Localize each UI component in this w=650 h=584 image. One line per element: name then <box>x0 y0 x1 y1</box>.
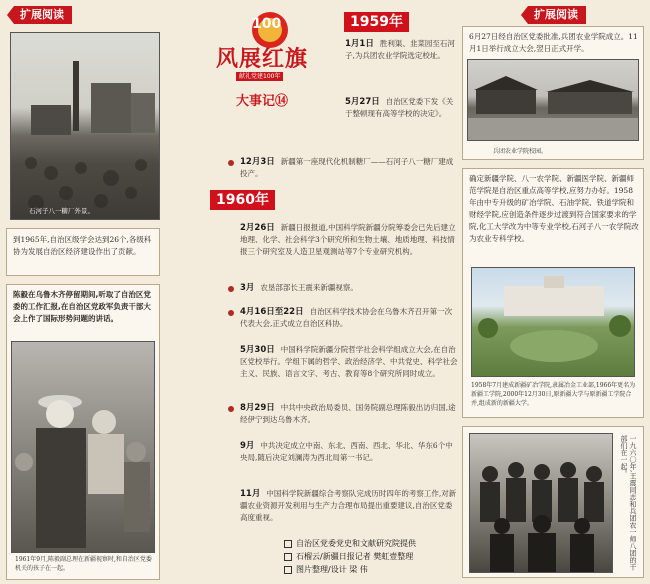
event-1960-mar <box>240 282 458 294</box>
mining-college-photo <box>471 267 635 377</box>
event-1959-dec <box>240 156 458 180</box>
event-1960-feb <box>240 222 458 258</box>
credit-reporter <box>284 551 413 563</box>
event-date: 11月 <box>240 489 261 499</box>
group-illustration <box>470 434 613 573</box>
logo-subtitle: 献礼党建100年 <box>236 72 283 81</box>
series-number: 大事记⑭ <box>236 94 289 109</box>
timeline-dot <box>228 310 234 316</box>
agri-college-card <box>462 26 644 160</box>
event-text: 中国科学院新疆分院哲学社会科学组成立大会,在自治区党校举行。学组下属的哲学、政治经济学、中共党史、科学社会主义、民族、语言文字、考古、教育等8个研究所同时成立。 <box>240 345 458 378</box>
chen-yi-story-card <box>6 284 160 580</box>
series-logo <box>212 6 332 111</box>
extended-reading-tag-right: 扩展阅读 <box>528 6 586 24</box>
extended-reading-tag-left: 扩展阅读 <box>14 6 72 24</box>
event-text: 胜利渠、韭菜园至石河子,为兵团农业学院选定校址。 <box>345 39 455 60</box>
factory-illustration <box>11 33 160 220</box>
event-date: 2月26日 <box>240 223 275 233</box>
event-1960-may <box>240 344 458 380</box>
event-text: 自治区科学技术协会在乌鲁木齐召开第一次代表大会,正式成立自治区科协。 <box>240 307 453 328</box>
credit-design <box>284 564 368 576</box>
checkbox-square-icon <box>284 540 292 548</box>
event-text: 新疆第一座现代化机制糖厂——石河子八一糖厂建成投产。 <box>240 157 454 178</box>
event-1959-may <box>345 96 457 120</box>
agri-college-photo <box>467 59 639 141</box>
credit-source <box>284 538 416 550</box>
event-date: 3月 <box>240 283 255 293</box>
event-date: 4月16日至22日 <box>240 307 304 317</box>
year-1959-label: 1959年 <box>344 12 409 32</box>
event-text: 中共中央政治局委员、国务院副总理陈毅出访归国,途经伊宁到达乌鲁木齐。 <box>240 403 456 424</box>
universities-card <box>462 168 644 418</box>
event-text: 中国科学院新疆综合考察队完成历时四年的考察工作,对新疆农业资源开发利用与生产力合理布局提出重要建议,自治区党委高度重视。 <box>240 489 457 522</box>
timeline-dot <box>228 286 234 292</box>
science-association-text: 到1965年,自治区级学会达到26个,各级科协为发展自治区经济建设作出了贡献。 <box>13 235 152 256</box>
svg-text:100: 100 <box>252 16 282 32</box>
event-date: 8月29日 <box>240 403 275 413</box>
chen-yi-photo-caption: 1961年9月,陈毅副总理在新疆视察时,和自治区党委机关的孩子在一起。 <box>15 556 152 572</box>
event-text: 自治区党委下发《关于整顿现有高等学校的决定》。 <box>345 97 454 118</box>
chen-yi-photo <box>11 341 155 553</box>
event-1960-apr <box>240 306 458 330</box>
event-1960-aug <box>240 402 458 426</box>
chen-yi-illustration <box>12 342 155 553</box>
event-date: 5月27日 <box>345 97 380 107</box>
checkbox-square-icon <box>284 566 292 574</box>
event-1960-sep <box>240 440 458 464</box>
chen-yi-story-title: 陈毅在乌鲁木齐停留期间,听取了自治区党委的工作汇报,在自治区党政军负责干部大会上作了国际形势问题的讲话。 <box>13 290 151 323</box>
agri-college-caption: 兵团农业学院校园。 <box>493 148 548 155</box>
year-1960-label: 1960年 <box>210 190 275 210</box>
event-text: 中共决定成立中南、东北、西南、西北、华北、华东6个中央局,随后决定刘澜涛为西北局第一书记。 <box>240 441 453 462</box>
mining-college-caption: 1958年7月建成新疆矿冶学院,隶属冶金工业部,1966年更名为新疆工学院,2000年12月30日,原新疆大学与原新疆工学院合并,组成新的新疆大学。 <box>471 382 636 407</box>
science-association-note <box>6 228 160 276</box>
wang-zhen-card <box>462 426 644 578</box>
wang-zhen-photo <box>469 433 613 573</box>
sugar-factory-caption: 石河子八一糖厂外景。 <box>29 207 94 215</box>
event-date: 1月1日 <box>345 39 374 49</box>
timeline-dot <box>228 160 234 166</box>
event-date: 5月30日 <box>240 345 275 355</box>
checkbox-square-icon <box>284 553 292 561</box>
event-text: 农垦部部长王震来新疆视察。 <box>260 283 358 292</box>
wang-zhen-caption: 一九六〇年,王震同志和兵团农一师八团的干部们在一起。 <box>620 435 637 571</box>
event-date: 9月 <box>240 441 255 451</box>
credit-text: 图片整理/设计 梁 伟 <box>296 565 368 574</box>
credit-text: 自治区党委党史和文献研究院提供 <box>296 539 416 548</box>
event-1959-jan <box>345 38 457 62</box>
credit-text: 石榴云/新疆日报记者 樊虹壹整理 <box>296 552 414 561</box>
event-text: 新疆日报报道,中国科学院新疆分院筹委会已先后建立地理、化学、社会科学3个研究所和生物土壤、地质地理、科技情报三个研究室及人造卫星观测站等7个专业研究机构。 <box>240 223 456 256</box>
logo-title: 风展红旗 <box>216 46 309 72</box>
event-1960-nov <box>240 488 458 524</box>
campus-illustration <box>472 268 635 377</box>
agri-college-text: 6月27日经自治区党委批准,兵团农业学院成立。11月1日举行成立大会,翌日正式开学。 <box>469 32 638 53</box>
sugar-factory-photo <box>10 32 160 220</box>
universities-text: 确定新疆学院、八一农学院、新疆医学院、新疆师范学院是自治区重点高等学校,应努力办好。1958年由中专升级的矿冶学院、石油学院、铁道学院和财经学院,应创造条件逐步过渡到符合国家要求的学院,化工大学改为中等专业学校,石河子八一农学院改为农业专科学校。 <box>469 174 639 243</box>
college-building-illustration <box>468 60 639 141</box>
timeline-dot <box>228 406 234 412</box>
event-date: 12月3日 <box>240 157 275 167</box>
